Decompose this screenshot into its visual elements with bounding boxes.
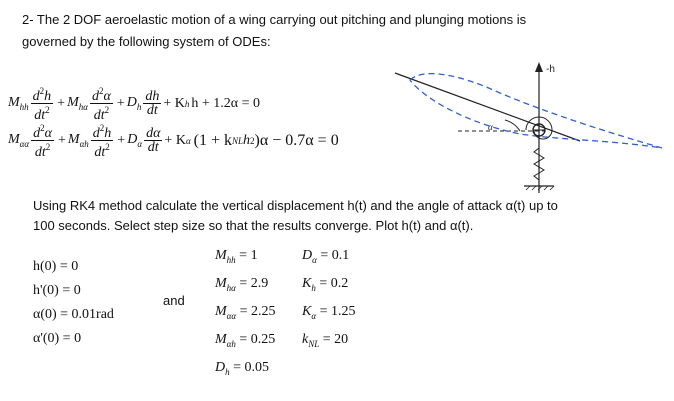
- eq1-end: h + 1.2α = 0: [191, 95, 261, 111]
- param-da: $D_\alpha = 0.1$: [302, 248, 350, 265]
- ic-alpha: α(0) = 0.01rad: [33, 307, 114, 322]
- problem-statement-line1: 2- The 2 DOF aeroelastic motion of a wing carrying out pitching and plunging motions is: [22, 12, 527, 27]
- initial-conditions: [33, 255, 114, 351]
- eq2-end: )α − 0.7α = 0: [254, 131, 339, 149]
- ic-alpha-prime: α'(0) = 0: [33, 331, 82, 346]
- wing-section-diagram: [380, 48, 670, 198]
- eq2-paren: (1 + k: [193, 131, 233, 149]
- alpha-arc: [505, 120, 520, 131]
- parameters-right: [302, 244, 355, 356]
- ode-equation-2: $M_{\alpha\alpha}$ $\frac{d^2\alpha}{dt^2}$ + $M_{\alpha h}$ $\frac{d^2h}{dt^2}$ + $D_\alpha$ $\frac{d\alpha}{dt}$ + K α (1 + k NL h 2 )α − 0.7α = 0: [8, 123, 339, 160]
- param-kh: $K_h = 0.2$: [302, 276, 349, 293]
- ode-equation-1: $M_{hh}$ $\frac{d^2h}{dt^2}$ + $M_{h\alpha}$ $\frac{d^2\alpha}{dt^2}$ + $D_h$ $\frac{dh}{dt}$ + K h h + 1.2α = 0: [8, 86, 261, 123]
- eq1-tail: + K: [163, 95, 185, 111]
- param-knl: $k_{NL} = 20$: [302, 332, 349, 349]
- eq2-tail: + K: [164, 132, 186, 148]
- param-ka: $K_\alpha = 1.25$: [302, 304, 356, 321]
- param-mah: $M_{\alpha h} = 0.25$: [215, 332, 276, 349]
- param-mha: $M_{h\alpha} = 2.9$: [215, 276, 269, 293]
- task-statement-line2: 100 seconds. Select step size so that the results converge. Plot h(t) and α(t).: [33, 218, 474, 233]
- and-label: and: [163, 293, 185, 308]
- h-axis-label: -h: [546, 64, 555, 75]
- ic-h-prime: h'(0) = 0: [33, 283, 81, 298]
- param-dh: $D_h = 0.05$: [215, 360, 270, 377]
- param-mhh: $M_{hh} = 1$: [215, 248, 258, 265]
- ic-h: h(0) = 0: [33, 259, 79, 274]
- param-maa: $M_{\alpha\alpha} = 2.25$: [215, 304, 276, 321]
- airfoil-outline: [410, 74, 662, 148]
- parameters-left: [215, 244, 276, 384]
- task-statement-line1: Using RK4 method calculate the vertical displacement h(t) and the angle of attack α(t) up to: [33, 198, 558, 213]
- h-axis-arrowhead: [535, 62, 543, 72]
- alpha-angle-label: α: [488, 122, 493, 132]
- problem-statement-line2: governed by the following system of ODEs:: [22, 34, 271, 49]
